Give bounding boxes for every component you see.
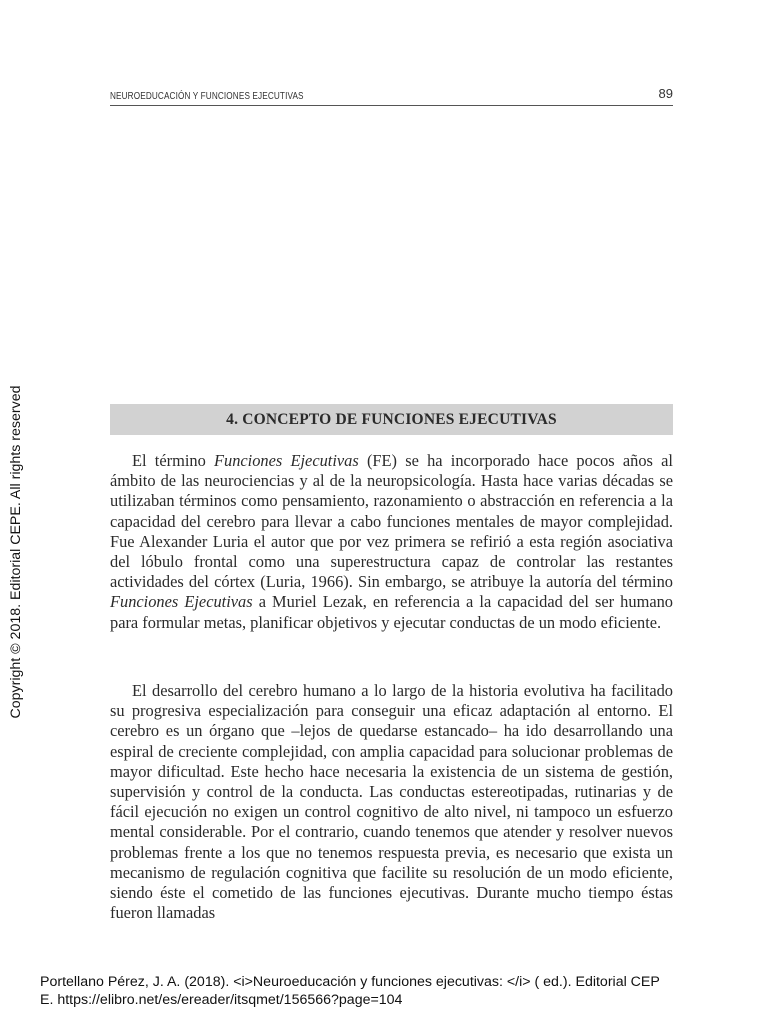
page-number: 89 — [658, 86, 673, 101]
copyright-notice: Copyright © 2018. Editorial CEPE. All rights reserved — [8, 385, 24, 719]
body-paragraph — [110, 451, 673, 633]
paragraph-text: El desarrollo del cerebro humano a lo largo de la historia evolutiva ha facilitado su progresiva especialización para conseguir una eficaz adaptación al entorno. El cerebro es un órgano que –lejos de quedarse estancado– ha ido desarrollando una espiral de creciente complejidad, con amplia capacidad para solucionar problemas de mayor dificultad. Este hecho hace necesaria la existencia de un sistema de gestión, supervisión y control de la conducta. Las conductas estereotipadas, rutinarias y de fácil ejecución no exigen un control cognitivo de alto nivel, ni tampoco un esfuerzo mental considerable. Por el contrario, cuando tenemos que atender y resolver nuevos problemas frente a los que no tenemos respuesta previa, es necesario que exista un mecanismo de regulación cognitiva que facilite su resolución de un modo eficiente, siendo éste el cometido de las funciones ejecutivas. Durante mucho tiempo éstas fueron llamadas — [110, 681, 673, 923]
running-title: NEUROEDUCACIÓN Y FUNCIONES EJECUTIVAS — [110, 91, 304, 102]
body-paragraph — [110, 681, 673, 923]
paragraph-text: El término — [132, 451, 214, 470]
citation-url-line[interactable]: E. https://elibro.net/es/ereader/itsqmet/156566?page=104 — [40, 992, 403, 1008]
italic-term: Funciones Ejecutivas — [110, 592, 253, 612]
section-title: 4. CONCEPTO DE FUNCIONES EJECUTIVAS — [226, 410, 557, 428]
paragraph-text: (FE) se ha incorporado hace pocos años al ámbito de las neurociencias y al de la neuropsicología. Hasta hace varias décadas se utilizaban términos como pensamiento, razonamiento o abstracción en referencia a la capacidad del cerebro para llevar a cabo funciones mentales de mayor complejidad. Fue Alexander Luria el autor que por vez primera se refirió a esta región asociativa del lóbulo frontal como una superestructura capaz de controlar las restantes actividades del córtex (Luria, 1966). Sin embargo, se atribuye la autoría del término — [110, 451, 673, 592]
section-heading-box — [110, 404, 673, 435]
paragraph-text: a Muriel Lezak, en referencia a la capacidad del ser humano para formular metas, planificar objetivos y ejecutar conductas de un modo eficiente. — [110, 592, 673, 632]
citation-footer — [40, 973, 760, 1009]
running-header — [110, 86, 673, 106]
citation-line: Portellano Pérez, J. A. (2018). <i>Neuroeducación y funciones ejecutivas: </i> ( ed.). Editorial CEP — [40, 974, 660, 990]
header-rule — [110, 105, 673, 106]
italic-term: Funciones Ejecutivas — [213, 451, 359, 470]
copyright-sidebar — [4, 372, 28, 732]
